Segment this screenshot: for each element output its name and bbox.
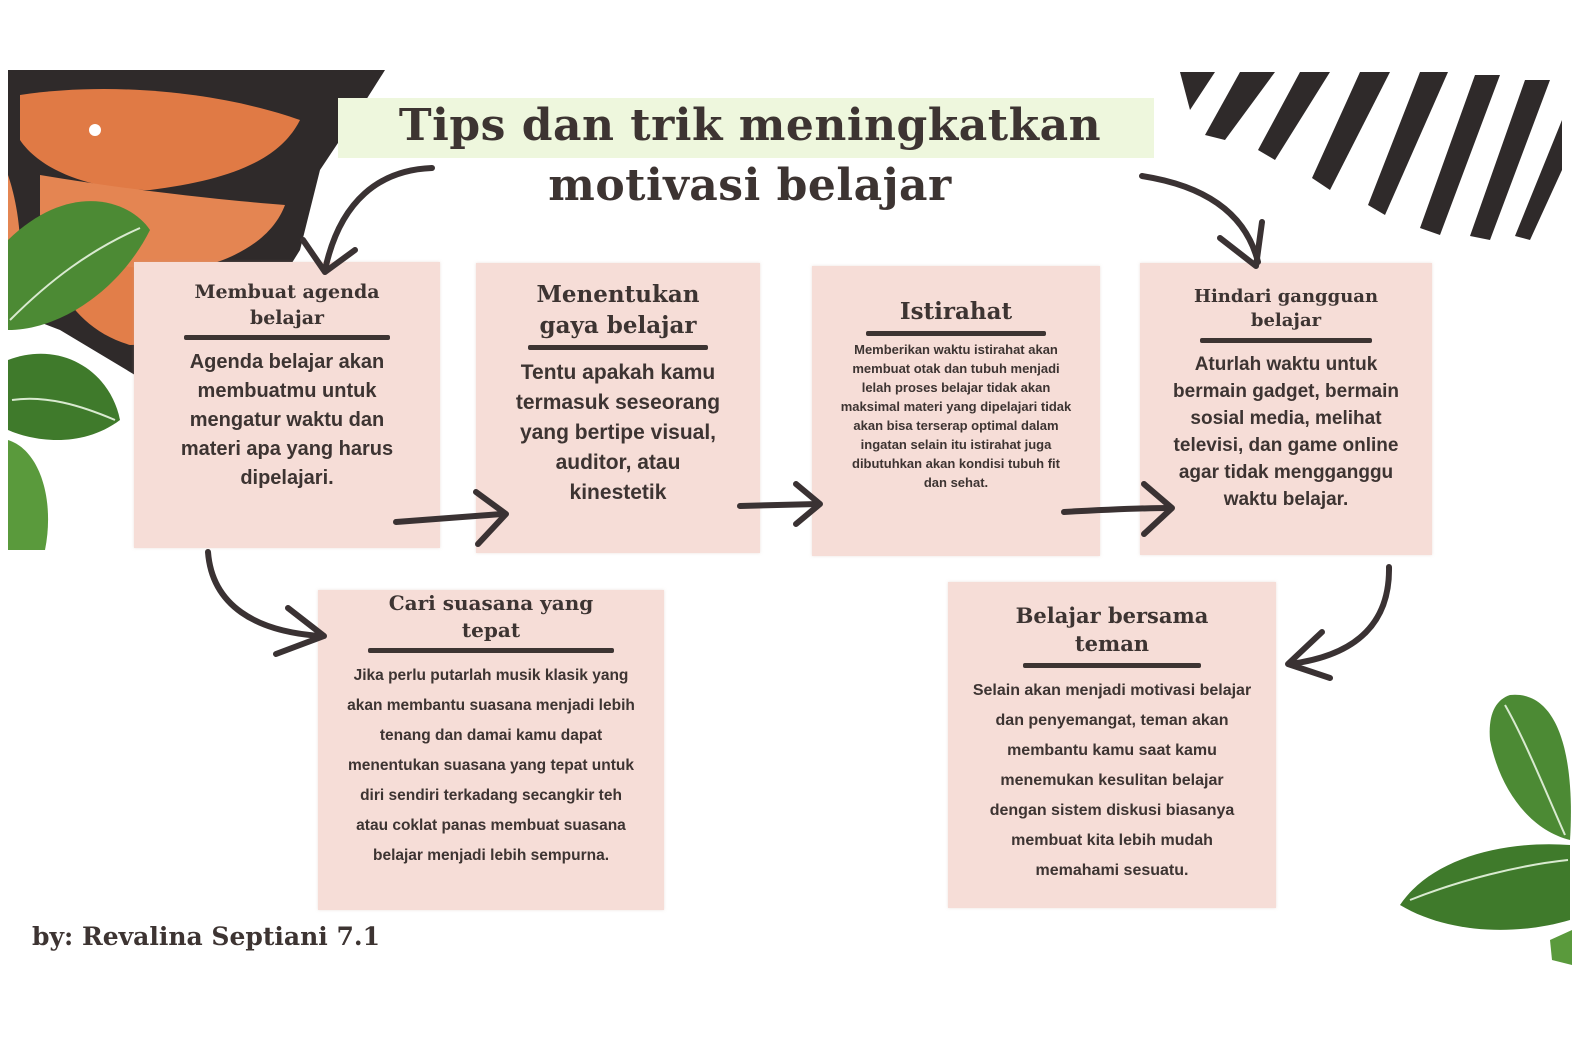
card-body: Aturlah waktu untuk bermain gadget, bermain sosial media, melihat televisi, dan game online agar tidak mengganggu waktu belajar.	[1173, 353, 1399, 510]
card-heading: Hindari gangguan belajar	[1193, 286, 1379, 332]
arrow-agenda-to-suasana	[208, 552, 324, 654]
card-heading: Menentukan gaya belajar	[536, 281, 700, 340]
card-heading: Membuat agenda belajar	[194, 281, 380, 329]
arrow-istirahat-to-hindari	[1064, 484, 1172, 534]
card-body: Tentu apakah kamu termasuk seseorang yang bertipe visual, auditor, atau kinestetik	[515, 361, 721, 505]
card-heading: Cari suasana yang tepat	[388, 591, 594, 642]
arrow-agenda-to-gaya	[396, 492, 506, 544]
arrow-title-to-hindari	[1142, 176, 1262, 266]
card-heading: Belajar bersama teman	[1015, 603, 1209, 657]
arrow-title-to-agenda	[303, 168, 432, 272]
card-body: Jika perlu putarlah musik klasik yang akan membantu suasana menjadi lebih tenang dan damai kamu dapat menentukan suasana yang tepat untuk diri sendiri terkadang secangkir teh atau coklat panas membuat suasana belajar menjadi lebih sempurna.	[347, 667, 635, 864]
arrow-hindari-to-teman	[1288, 567, 1389, 678]
author-byline: by: Revalina Septiani 7.1	[32, 922, 380, 951]
card-body: Memberikan waktu istirahat akan membuat otak dan tubuh menjadi lelah proses belajar tidak akan maksimal materi yang dipelajari tidak akan bisa terserap optimal dalam ingatan selain itu istirahat juga dibutuhkan akan kondisi tubuh fit dan sehat.	[840, 342, 1072, 491]
card-body: Agenda belajar akan membuatmu untuk mengatur waktu dan materi apa yang harus dipelajari.	[180, 351, 394, 490]
card-body: Selain akan menjadi motivasi belajar dan penyemangat, teman akan membantu kamu saat kamu menemukan kesulitan belajar dengan sistem diskusi biasanya membuat kita lebih mudah memahami sesuatu.	[972, 681, 1252, 879]
title-line-2: motivasi belajar	[548, 160, 952, 211]
title-line-1: Tips dan trik meningkatkan	[398, 100, 1102, 151]
arrow-gaya-to-istirahat	[740, 484, 820, 524]
card-heading: Istirahat	[899, 298, 1013, 325]
